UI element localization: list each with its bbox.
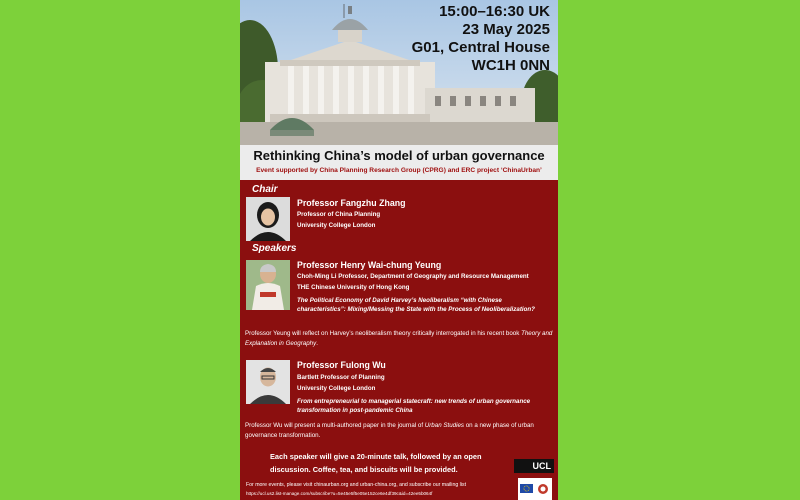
- talk-title-wu: From entrepreneurial to managerial statecraft: new trends of urban governance transformation in post-pandemic China: [297, 398, 531, 415]
- eu-flag-icon: [518, 478, 552, 500]
- event-subtitle: Event supported by China Planning Research Group (CPRG) and ERC project ‘ChinaUrban’: [256, 167, 542, 174]
- speaker-description-wu: Professor Wu will present a multi-authored paper in the journal of Urban Studies on a new phase of urban governance transformation.: [245, 422, 534, 439]
- speaker-role-yeung: Choh-Ming Li Professor, Department of Geography and Resource Management: [297, 273, 529, 280]
- building-photo: [240, 0, 558, 145]
- ucl-logo: UCL: [514, 459, 554, 473]
- chair-photo: [246, 197, 290, 241]
- event-title: Rethinking China’s model of urban governance: [253, 148, 545, 163]
- speaker-photo-yeung: [246, 260, 290, 310]
- speaker-description-yeung: Professor Yeung will reflect on Harvey’s neoliberalism theory critically interrogated in his recent book Theory and Explanation in Geography.: [245, 330, 553, 347]
- event-format-note: Each speaker will give a 20-minute talk, followed by an open discussion. Coffee, tea, and biscuits will be provided.: [270, 452, 482, 474]
- speaker-name-yeung: Professor Henry Wai-chung Yeung: [297, 260, 442, 270]
- mailing-list-link[interactable]: https://ucl.us2.list-manage.com/subscribe?u=5e45e5f5e05e152ce6e4df39c&id=42ee5b064f: [246, 491, 433, 496]
- speaker-institution-yeung: THE Chinese University of Hong Kong: [297, 284, 410, 291]
- footer-text: For more events, please visit chinaurban.org and urban-china.org, and subscribe our mailing list: [246, 482, 467, 488]
- book-title: Theory and Explanation in Geography: [245, 330, 553, 347]
- partner-logos: [518, 478, 552, 500]
- title-band: [240, 145, 558, 180]
- chair-role: Professor of China Planning: [297, 211, 381, 218]
- chair-label: Chair: [252, 184, 278, 195]
- event-postcode: WC1H 0NN: [471, 57, 550, 74]
- speaker-portrait-icon: [246, 260, 290, 310]
- speaker-institution-wu: University College London: [297, 385, 376, 392]
- chair-portrait-icon: [246, 197, 290, 241]
- speaker-portrait-icon: [246, 360, 290, 404]
- chair-name: Professor Fangzhu Zhang: [297, 198, 406, 208]
- speaker-name-wu: Professor Fulong Wu: [297, 360, 386, 370]
- event-room: G01, Central House: [411, 39, 550, 56]
- speaker-photo-wu: [246, 360, 290, 404]
- event-poster: [240, 0, 558, 500]
- chair-institution: University College London: [297, 222, 376, 229]
- journal-title: Urban Studies: [424, 422, 464, 429]
- speaker-role-wu: Bartlett Professor of Planning: [297, 374, 385, 381]
- speakers-label: Speakers: [252, 243, 297, 254]
- event-date: 23 May 2025: [462, 21, 550, 38]
- talk-title-yeung: The Political Economy of David Harvey’s Neoliberalism “with Chinese characteristics”: Mixing/Messing the State with the Process of Neoliberalization?: [297, 297, 535, 314]
- event-time: 15:00–16:30 UK: [439, 3, 550, 20]
